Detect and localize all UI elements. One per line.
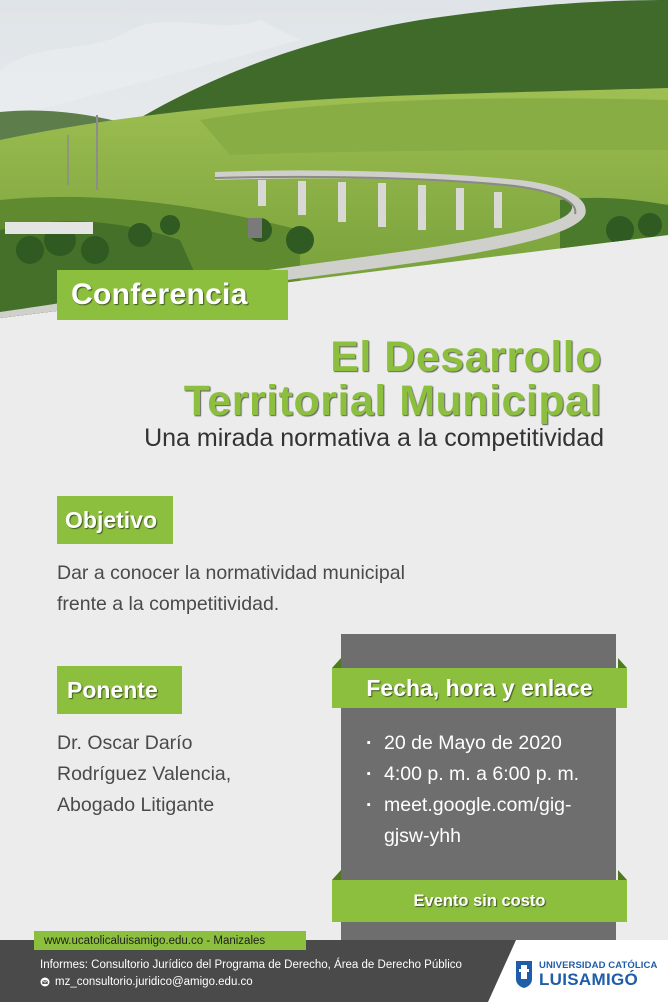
free-event-label: Evento sin costo [332,880,627,922]
ribbon-fold [618,658,627,668]
logo-bottom-text: LUISAMIGÓ [539,970,639,989]
email-row [40,976,253,988]
email-address[interactable]: mz_consultorio.juridico@amigo.edu.co [55,976,253,988]
logo-top-text: UNIVERSIDAD CATÓLICA [539,960,658,971]
event-date: · 20 de Mayo de 2020 [364,728,614,759]
speaker-label: Ponente [57,666,182,714]
speaker-line: Rodríguez Valencia, [57,763,232,785]
objective-line: Dar a conocer la normatividad municipal [57,562,405,584]
event-link[interactable]: · meet.google.com/gig-gjsw-yhh [364,790,614,852]
objective-line: frente a la competitividad. [57,593,280,615]
ribbon-fold [332,870,341,880]
luis-amigo-emblem-icon [513,959,535,989]
informes-text: Consultorio Jurídico del Programa de Derecho, Área de Derecho Público [91,959,462,971]
informes-line [40,959,462,971]
event-info-list [364,728,614,852]
informes-label: Informes: [40,959,88,971]
ribbon-fold [618,870,627,880]
event-time: · 4:00 p. m. a 6:00 p. m. [364,759,614,790]
speaker-line: Abogado Litigante [57,794,215,816]
ribbon-fold [332,658,341,668]
speaker-line: Dr. Oscar Darío [57,732,193,754]
event-info-label: Fecha, hora y enlace [332,668,627,708]
website-link[interactable]: www.ucatolicaluisamigo.edu.co - Manizales [34,931,306,950]
title-line-1: El Desarrollo [330,333,602,381]
conference-label: Conferencia [57,270,288,320]
speaker-text [57,728,231,821]
objective-text [57,558,405,620]
objective-label: Objetivo [57,496,173,544]
subtitle: Una mirada normativa a la competitividad [144,424,604,452]
email-icon [40,977,50,987]
title-line-2: Territorial Municipal [183,377,602,425]
logo-text [539,960,657,988]
university-logo [513,956,658,992]
